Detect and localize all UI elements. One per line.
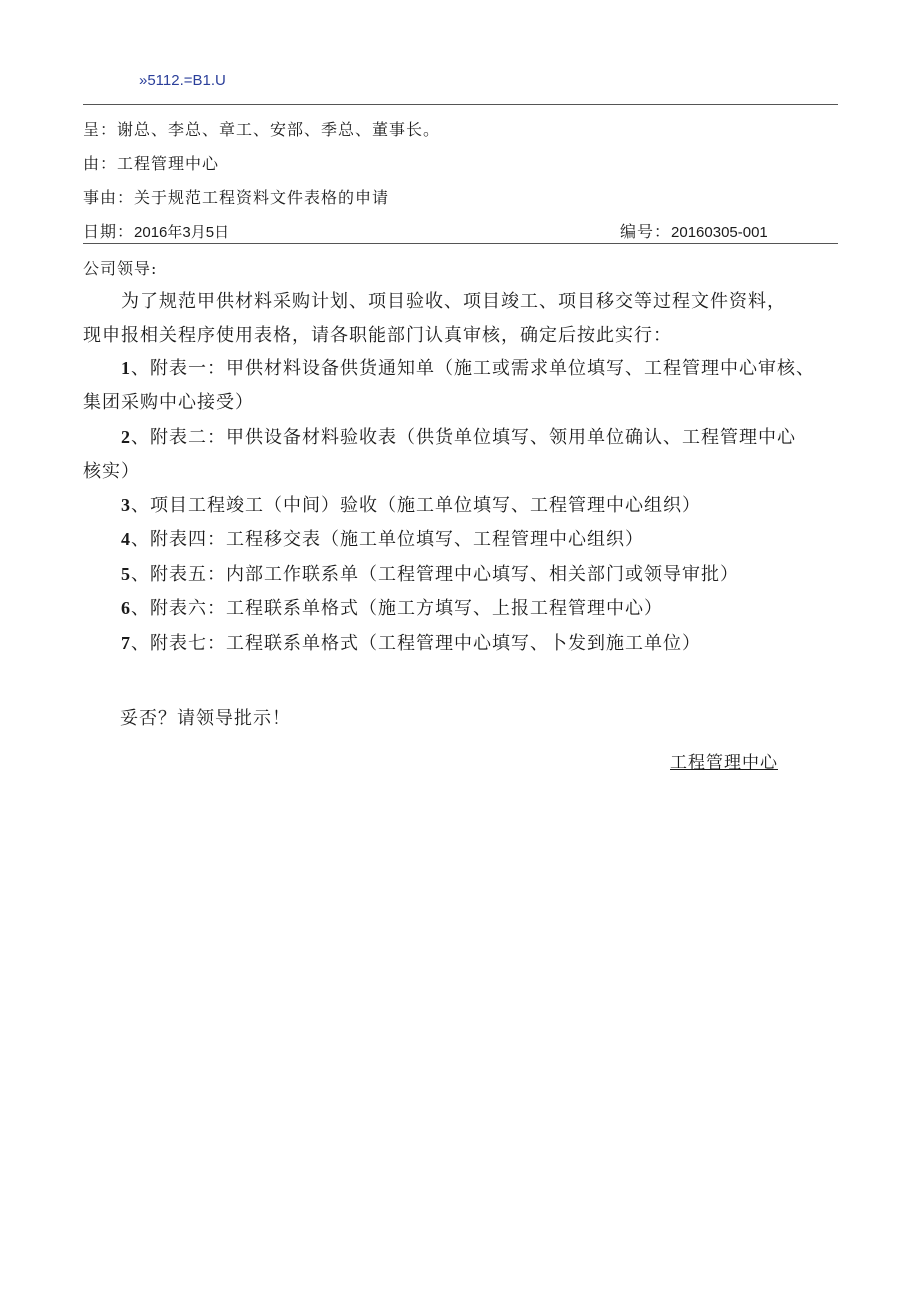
to-field — [83, 117, 440, 140]
list-item-5 — [83, 557, 843, 592]
subject-field — [83, 185, 389, 208]
item-number: 5 — [121, 564, 131, 584]
from-field — [83, 151, 219, 174]
date-label: 日期： — [83, 222, 135, 241]
number-field — [620, 219, 768, 242]
list-item-3 — [83, 488, 843, 523]
item-text: 、项目工程竣工（中间）验收（施工单位填写、工程管理中心组织） — [131, 495, 701, 516]
item-number: 7 — [121, 633, 131, 653]
item-number: 2 — [121, 427, 131, 447]
item-text: 、附表五：内部工作联系单（工程管理中心填写、相关部门或领导审批） — [131, 564, 739, 585]
top-divider — [83, 104, 838, 105]
subject-label: 事由： — [83, 188, 135, 207]
date-value: 2016年3月5日 — [134, 224, 230, 241]
intro-line-2: 现申报相关程序使用表格，请各职能部门认真审核，确定后按此实行： — [83, 325, 672, 346]
list-item-6 — [83, 591, 843, 626]
item-text: 、附表六：工程联系单格式（施工方填写、上报工程管理中心） — [131, 598, 663, 619]
item-number: 6 — [121, 598, 131, 618]
closing-request: 妥否？请领导批示！ — [120, 708, 291, 729]
to-label: 呈： — [83, 120, 118, 139]
from-label: 由： — [83, 154, 118, 173]
item-text: 、附表二：甲供设备材料验收表（供货单位填写、领用单位确认、工程管理中心 — [131, 427, 796, 448]
item-number: 3 — [121, 495, 131, 515]
greeting: 公司领导: — [83, 259, 158, 278]
number-label: 编号： — [620, 222, 672, 241]
number-value: 20160305-001 — [671, 224, 768, 241]
item-text: 、附表四：工程移交表（施工单位填写、工程管理中心组织） — [131, 529, 644, 550]
list-item-4 — [83, 522, 843, 557]
intro-paragraph — [83, 285, 843, 353]
list-item-1 — [83, 351, 843, 420]
item-number: 1 — [121, 358, 131, 378]
intro-line-1: 为了规范甲供材料采购计划、项目验收、项目竣工、项目移交等过程文件资料， — [121, 291, 786, 312]
mid-divider — [83, 243, 838, 244]
item-continuation: 集团采购中心接受） — [83, 392, 254, 413]
date-field — [83, 219, 229, 242]
list-item-2 — [83, 420, 843, 489]
list-item-7 — [83, 626, 843, 661]
to-value: 谢总、李总、章工、安部、季总、董事长。 — [117, 120, 441, 139]
subject-value: 关于规范工程资料文件表格的申请 — [134, 188, 390, 207]
item-continuation: 核实） — [83, 461, 140, 482]
signature: 工程管理中心 — [670, 753, 778, 773]
from-value: 工程管理中心 — [117, 154, 220, 173]
item-text: 、附表一：甲供材料设备供货通知单（施工或需求单位填写、工程管理中心审核、 — [131, 358, 815, 379]
header-code: »5112.=B1.U — [139, 72, 226, 89]
item-text: 、附表七：工程联系单格式（工程管理中心填写、卜发到施工单位） — [131, 633, 701, 654]
item-number: 4 — [121, 529, 131, 549]
